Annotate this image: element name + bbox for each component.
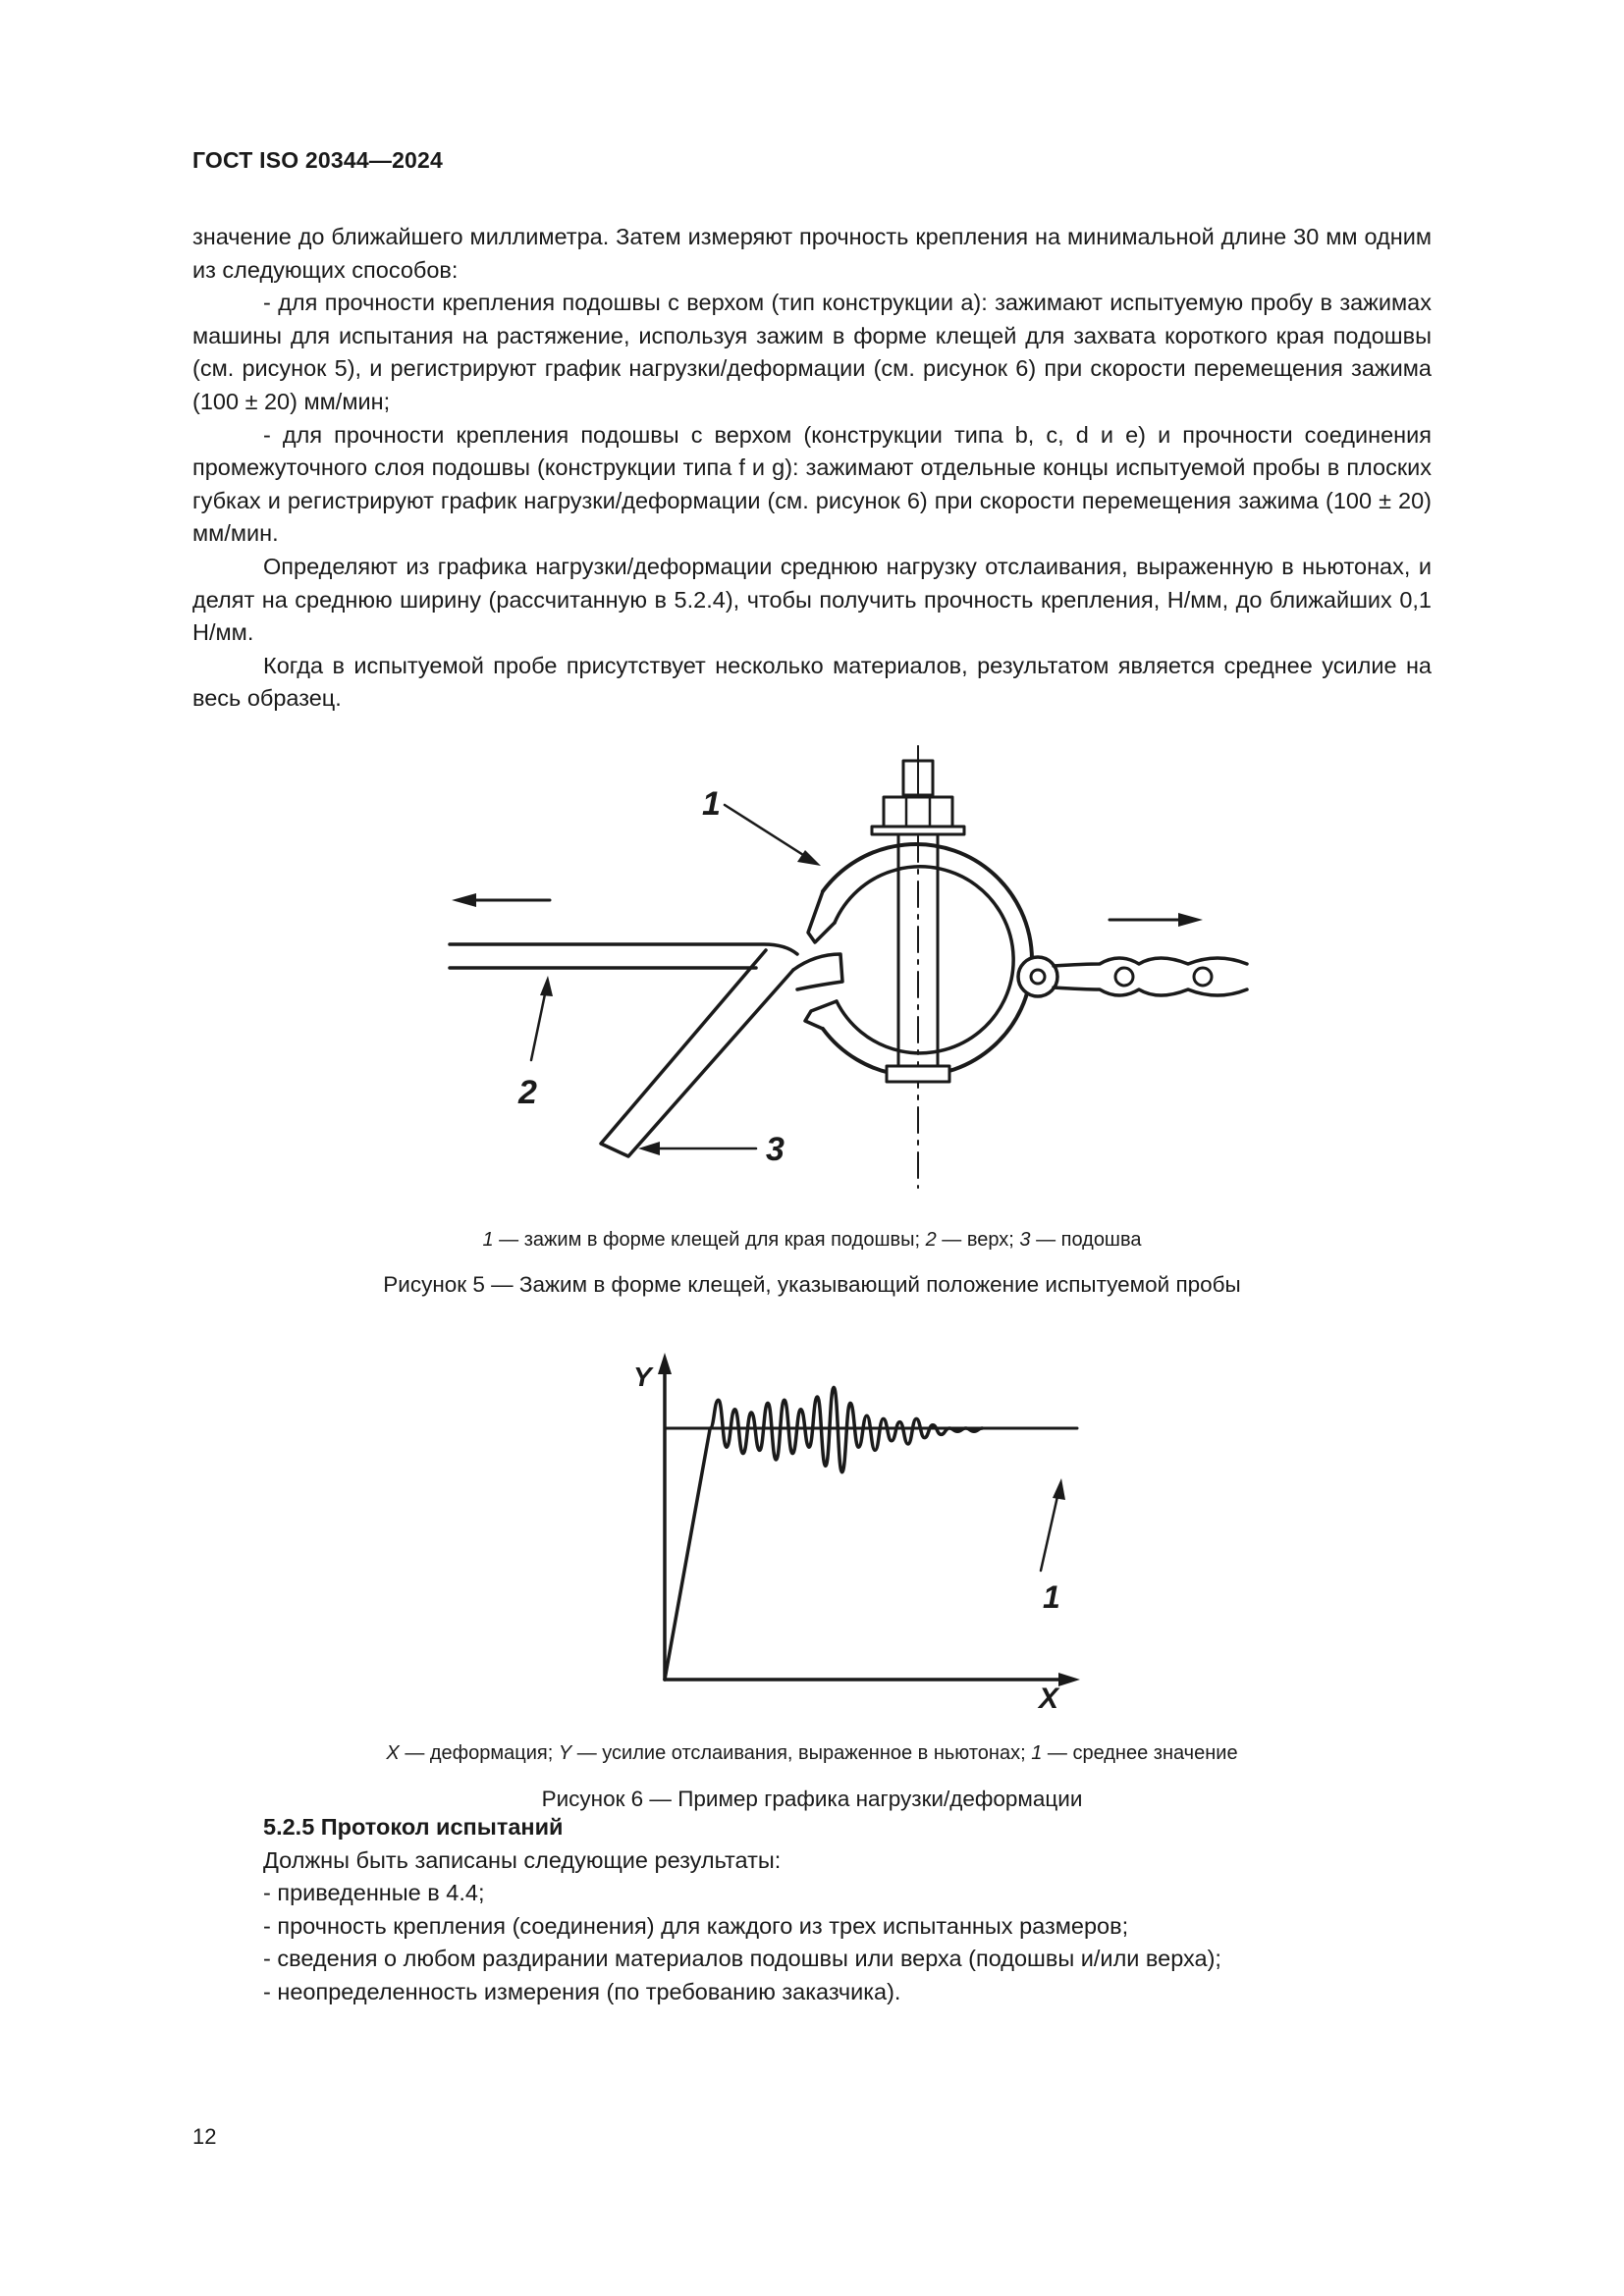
section-title: 5.2.5 Протокол испытаний (263, 1814, 564, 1840)
paragraph: Когда в испытуемой пробе присутствует несколько материалов, результатом является среднее усилие на весь образец. (192, 652, 1432, 712)
x-axis-label: X (1039, 1682, 1059, 1713)
section-5-2-5 (263, 1811, 1432, 2009)
figure5-legend: 1 — зажим в форме клещей для края подошвы; 2 — верх; 3 — подошва (482, 1229, 1142, 1251)
paragraph: Определяют из графика нагрузки/деформации среднюю нагрузку отслаивания, выраженную в ньютонах, и делят на среднюю ширину (рассчитанную в 5.2.4), чтобы получить прочность крепления, Н/мм, до ближайших 0,1 Н/мм. (192, 553, 1432, 646)
leader-1 (1041, 1492, 1058, 1571)
bottom-plate (887, 1066, 949, 1082)
figure6-title: Рисунок 6 — Пример графика нагрузки/деформации (541, 1787, 1083, 1811)
load-deformation-curve (665, 1387, 982, 1680)
y-axis-label: Y (633, 1362, 652, 1392)
chain-link (1018, 957, 1057, 996)
sole-material (601, 950, 793, 1156)
figure6-chart (609, 1340, 1119, 1713)
washer (872, 827, 964, 834)
page-number: 12 (192, 2124, 217, 2149)
figure5-title: Рисунок 5 — Зажим в форме клещей, указывающий положение испытуемой пробы (383, 1272, 1241, 1297)
clamp-ring-outer (823, 844, 1032, 1076)
chain-pin (1194, 968, 1212, 986)
document-header: ГОСТ ISO 20344—2024 (192, 147, 444, 173)
figure6-legend: X — деформация; Y — усилие отслаивания, выраженное в ньютонах; 1 — среднее значение (386, 1742, 1238, 1764)
figure5-clamp-diagram (432, 741, 1286, 1202)
figure5-label-2: 2 (518, 1074, 537, 1111)
list-item: - неопределенность измерения (по требованию заказчика). (263, 1978, 901, 2004)
leader-1 (725, 805, 811, 860)
x-axis-arrow (1058, 1673, 1080, 1686)
clamp-ring-inner (835, 867, 1013, 1053)
list-item: - сведения о любом раздирании материалов подошвы или верха (подошвы и/или верха); (263, 1946, 1221, 1972)
paragraph: значение до ближайшего миллиметра. Затем измеряют прочность крепления на минимальной длине 30 мм одним из следующих способов: (192, 224, 1432, 283)
upper-material (450, 944, 797, 954)
nut (884, 797, 952, 827)
list-item: - прочность крепления (соединения) для каждого из трех испытанных размеров; (263, 1912, 1129, 1939)
mean-label-1: 1 (1043, 1579, 1060, 1615)
leader-2 (531, 989, 546, 1060)
section-intro: Должны быть записаны следующие результаты: (263, 1846, 782, 1873)
list-item: - приведенные в 4.4; (263, 1880, 485, 1906)
figure5-label-1: 1 (702, 785, 721, 823)
figure5-label-3: 3 (766, 1131, 785, 1168)
y-axis-arrow (658, 1353, 672, 1374)
paragraph: - для прочности крепления подошвы с верхом (конструкции типа b, c, d и e) и прочности соединения промежуточного слоя подошвы (конструкции типа f и g): зажимают отдельные концы испытуемой пробы в плоских губках и регистрируют график нагрузки/деформации (см. рисунок 6) при скорости перемещения зажима (100 ± 20) мм/мин. (192, 421, 1432, 547)
paragraph: - для прочности крепления подошвы с верхом (тип конструкции а): зажимают испытуемую пробу в зажимах машины для испытания на растяжение, используя зажим в форме клещей для захвата короткого края подошвы (см. рисунок 5), и регистрируют график нагрузки/деформации (см. рисунок 6) при скорости перемещения зажима (100 ± 20) мм/мин; (192, 290, 1432, 414)
chain-pin (1115, 968, 1133, 986)
body-text (192, 221, 1432, 716)
